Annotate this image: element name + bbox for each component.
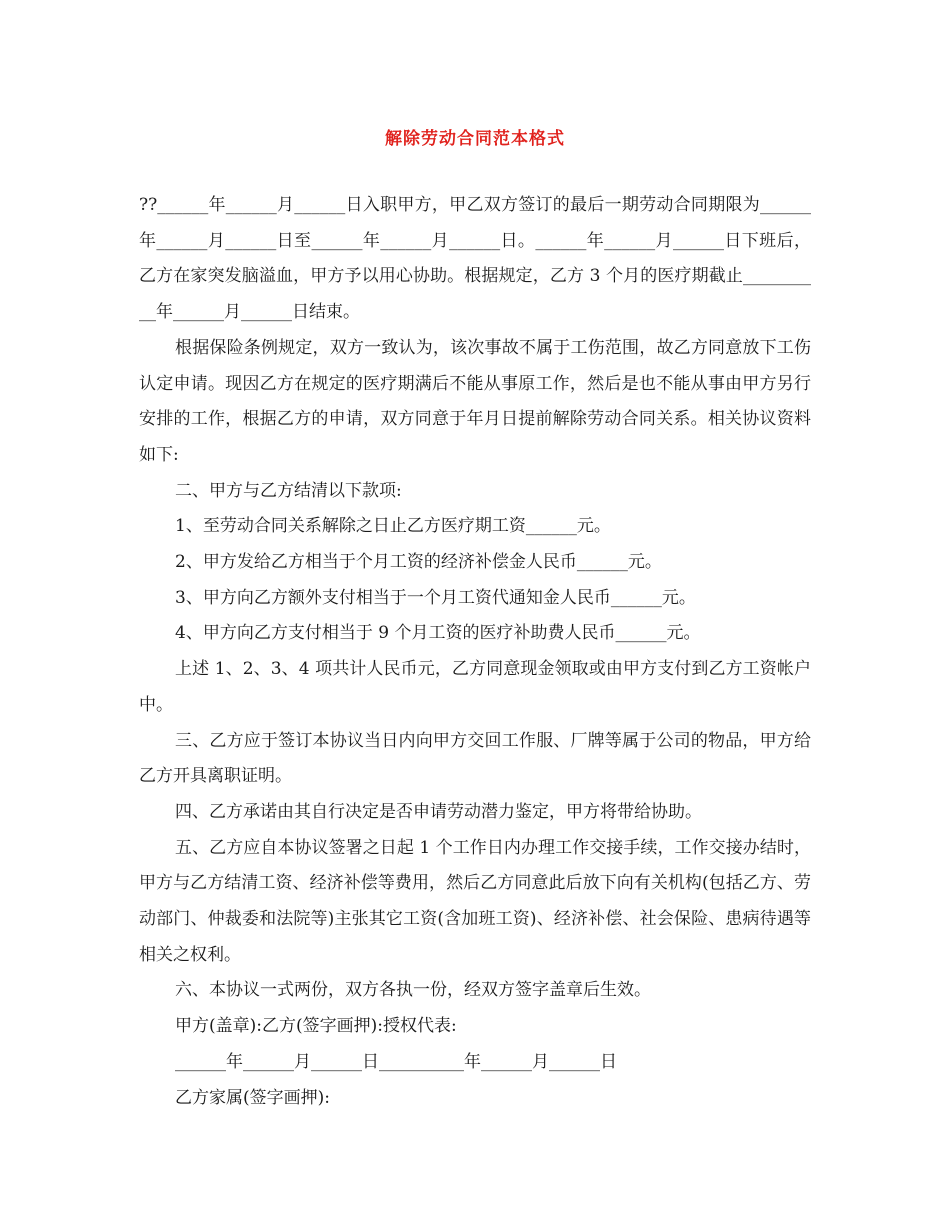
paragraph-item-3: 3、甲方向乙方额外支付相当于一个月工资代通知金人民币______元。 xyxy=(175,587,696,608)
signature-family: 乙方家属(签字画押): xyxy=(175,1087,330,1108)
paragraph-item-1: 1、至劳动合同关系解除之日止乙方医疗期工资______元。 xyxy=(175,516,611,537)
signature-parties: 甲方(盖章):乙方(签字画押):授权代表: xyxy=(175,1016,457,1037)
paragraph-section-5: 五、乙方应自本协议签署之日起 1 个工作日内办理工作交接手续，工作交接办结时，甲方与乙方结清工资、经济补偿等费用，然后乙方同意此后放下向有关机构(包括乙方、劳动部门、仲裁委和法院等)主张其它工资(含加班工资)、经济补偿、社会保险、患病待遇等相关之权利。 xyxy=(139,837,811,965)
paragraph-agreement: 根据保险条例规定，双方一致认为，该次事故不属于工伤范围，故乙方同意放下工伤认定申请。现因乙方在规定的医疗期满后不能从事原工作，然后是也不能从事由甲方另行安排的工作，根据乙方的申请，双方同意于年月日提前解除劳动合同关系。相关协议资料如下: xyxy=(139,337,811,465)
paragraph-item-2: 2、甲方发给乙方相当于个月工资的经济补偿金人民币______元。 xyxy=(175,552,662,573)
paragraph-intro: ??______年______月______日入职甲方，甲乙双方签订的最后一期劳动合同期限为______年______月______日至______年______月______日。______年______月______日下班后，乙方在家突发脑溢血，甲方予以用心协助。根据规定，乙方 3 个月的医疗期截止__________年______月______日结束。 xyxy=(139,195,811,323)
paragraph-section-3: 三、乙方应于签订本协议当日内向甲方交回工作服、厂牌等属于公司的物品，甲方给乙方开具离职证明。 xyxy=(139,730,811,787)
document-title: 解除劳动合同范本格式 xyxy=(385,129,565,149)
paragraph-item-4: 4、甲方向乙方支付相当于 9 个月工资的医疗补助费人民币______元。 xyxy=(175,623,701,644)
paragraph-total: 上述 1、2、3、4 项共计人民币元，乙方同意现金领取或由甲方支付到乙方工资帐户中。 xyxy=(139,659,811,715)
signature-dates: ______年______月______日__________年______月______日 xyxy=(175,1051,617,1072)
paragraph-section-4: 四、乙方承诺由其自行决定是否申请劳动潜力鉴定，甲方将带给协助。 xyxy=(175,801,702,822)
paragraph-section-6: 六、本协议一式两份，双方各执一份，经双方签字盖章后生效。 xyxy=(175,980,651,1001)
paragraph-section-2-heading: 二、甲方与乙方结清以下款项: xyxy=(175,480,402,501)
document-body xyxy=(139,188,811,1116)
